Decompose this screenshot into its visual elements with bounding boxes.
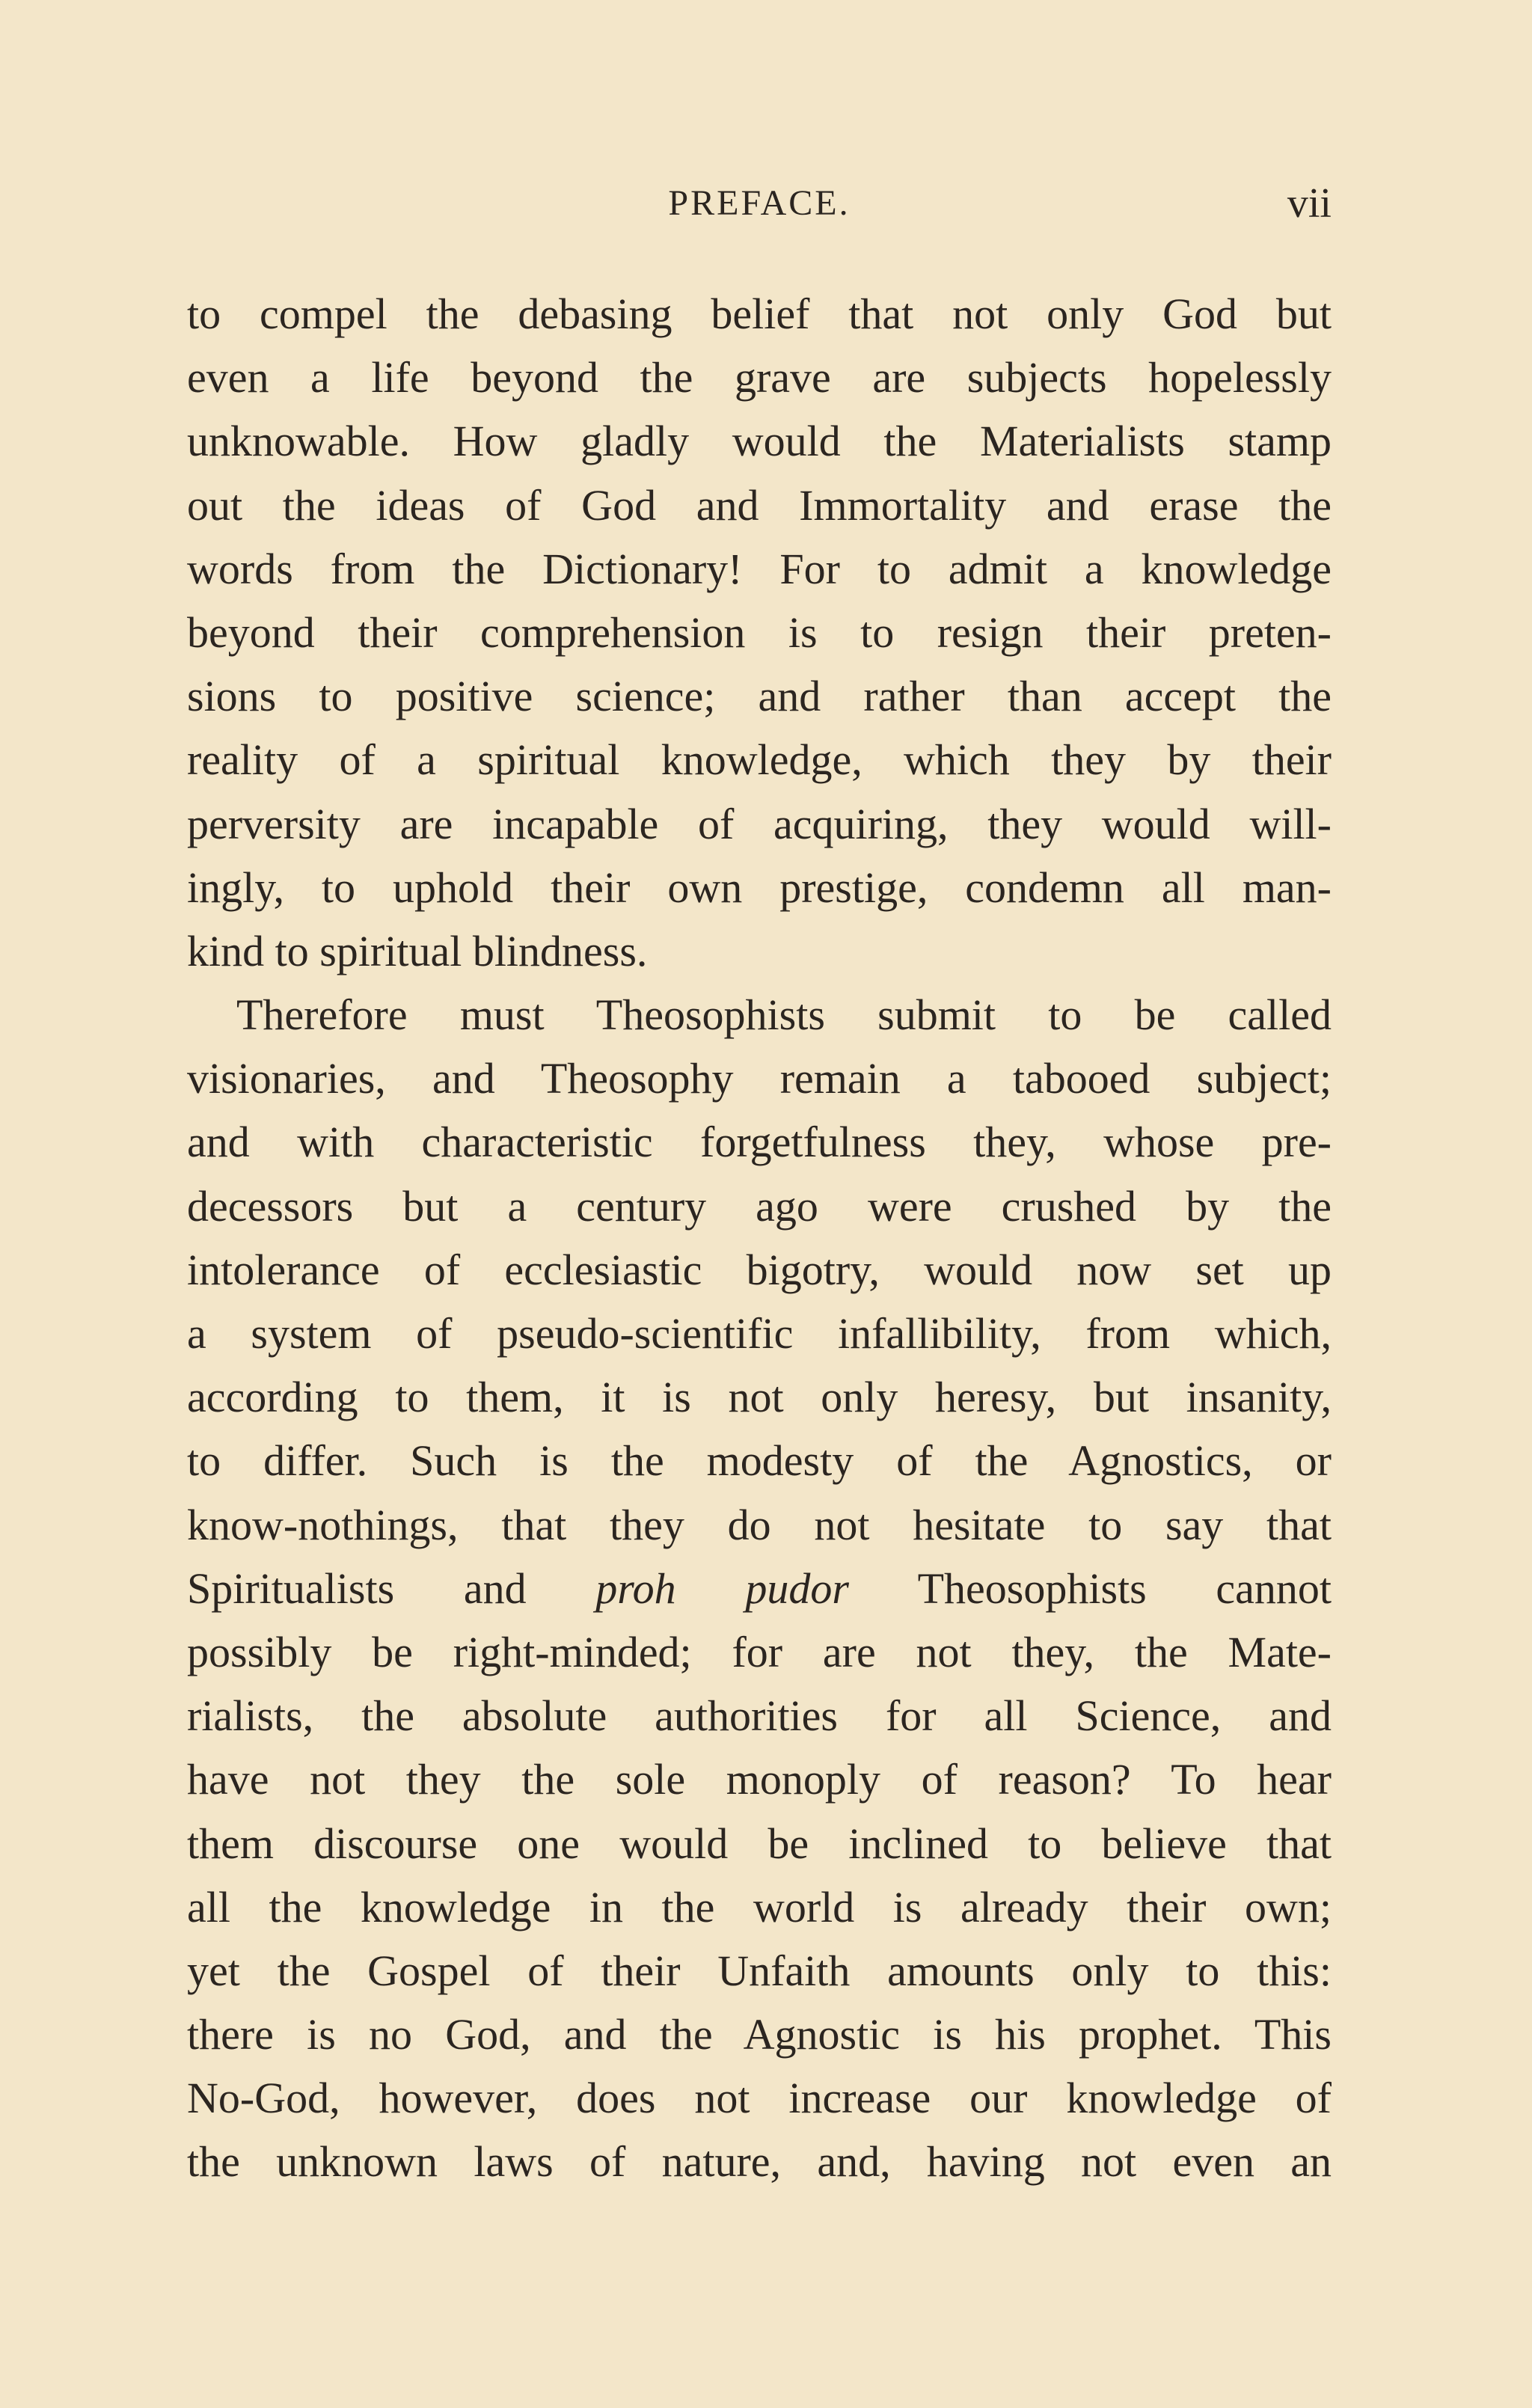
running-title: PREFACE.	[668, 183, 851, 223]
text-line: unknowable. How gladly would the Materialists stamp	[187, 417, 1332, 466]
text-line: rialists, the absolute authorities for all Science, and	[187, 1691, 1332, 1741]
line-segment: Theosophists cannot	[848, 1563, 1332, 1613]
text-line: possibly be right-minded; for are not they, the Mate-	[187, 1627, 1332, 1676]
text-line: intolerance of ecclesiastic bigotry, would now set up	[187, 1245, 1332, 1294]
text-line: No-God, however, does not increase our knowledge of	[187, 2074, 1332, 2123]
text-line: yet the Gospel of their Unfaith amounts only to this:	[187, 1946, 1332, 1995]
paragraph-start-line: Therefore must Theosophists submit to be called	[236, 990, 1332, 1040]
text-line: have not they the sole monoply of reason? To hear	[187, 1755, 1332, 1804]
italic-phrase: proh pudor	[595, 1563, 849, 1613]
running-head	[187, 174, 1332, 233]
text-line: ingly, to uphold their own prestige, condemn all man-	[187, 863, 1332, 912]
text-line: the unknown laws of nature, and, having not even an	[187, 2137, 1332, 2187]
text-line: and with characteristic forgetfulness they, whose pre-	[187, 1118, 1332, 1167]
body-text	[187, 282, 1332, 2194]
text-line: to differ. Such is the modesty of the Agnostics, or	[187, 1436, 1332, 1486]
text-line: all the knowledge in the world is already their own;	[187, 1882, 1332, 1931]
text-line: visionaries, and Theosophy remain a tabooed subject;	[187, 1054, 1332, 1103]
text-line: them discourse one would be inclined to believe that	[187, 1819, 1332, 1868]
text-line: decessors but a century ago were crushed by the	[187, 1181, 1332, 1231]
text-line: beyond their comprehension is to resign their preten-	[187, 607, 1332, 657]
text-line: to compel the debasing belief that not only God but	[187, 289, 1332, 338]
line-segment: Spiritualists and	[187, 1563, 596, 1613]
text-line: according to them, it is not only heresy, but insanity,	[187, 1373, 1332, 1422]
text-line: there is no God, and the Agnostic is his prophet. This	[187, 2010, 1332, 2059]
text-line: a system of pseudo-scientific infallibility, from which,	[187, 1309, 1332, 1358]
text-line: out the ideas of God and Immortality and erase the	[187, 480, 1332, 530]
page-number: vii	[1287, 180, 1332, 227]
text-line: words from the Dictionary! For to admit a knowledge	[187, 544, 1332, 593]
text-line: sions to positive science; and rather than accept the	[187, 672, 1332, 721]
text-line: know-nothings, that they do not hesitate to say that	[187, 1500, 1332, 1549]
text-line: kind to spiritual blindness.	[187, 926, 648, 975]
text-line: reality of a spiritual knowledge, which they by their	[187, 735, 1332, 785]
text-line: even a life beyond the grave are subjects hopelessly	[187, 353, 1332, 402]
text-line: perversity are incapable of acquiring, they would will-	[187, 799, 1332, 848]
text-line-with-italic	[187, 1557, 1332, 1620]
